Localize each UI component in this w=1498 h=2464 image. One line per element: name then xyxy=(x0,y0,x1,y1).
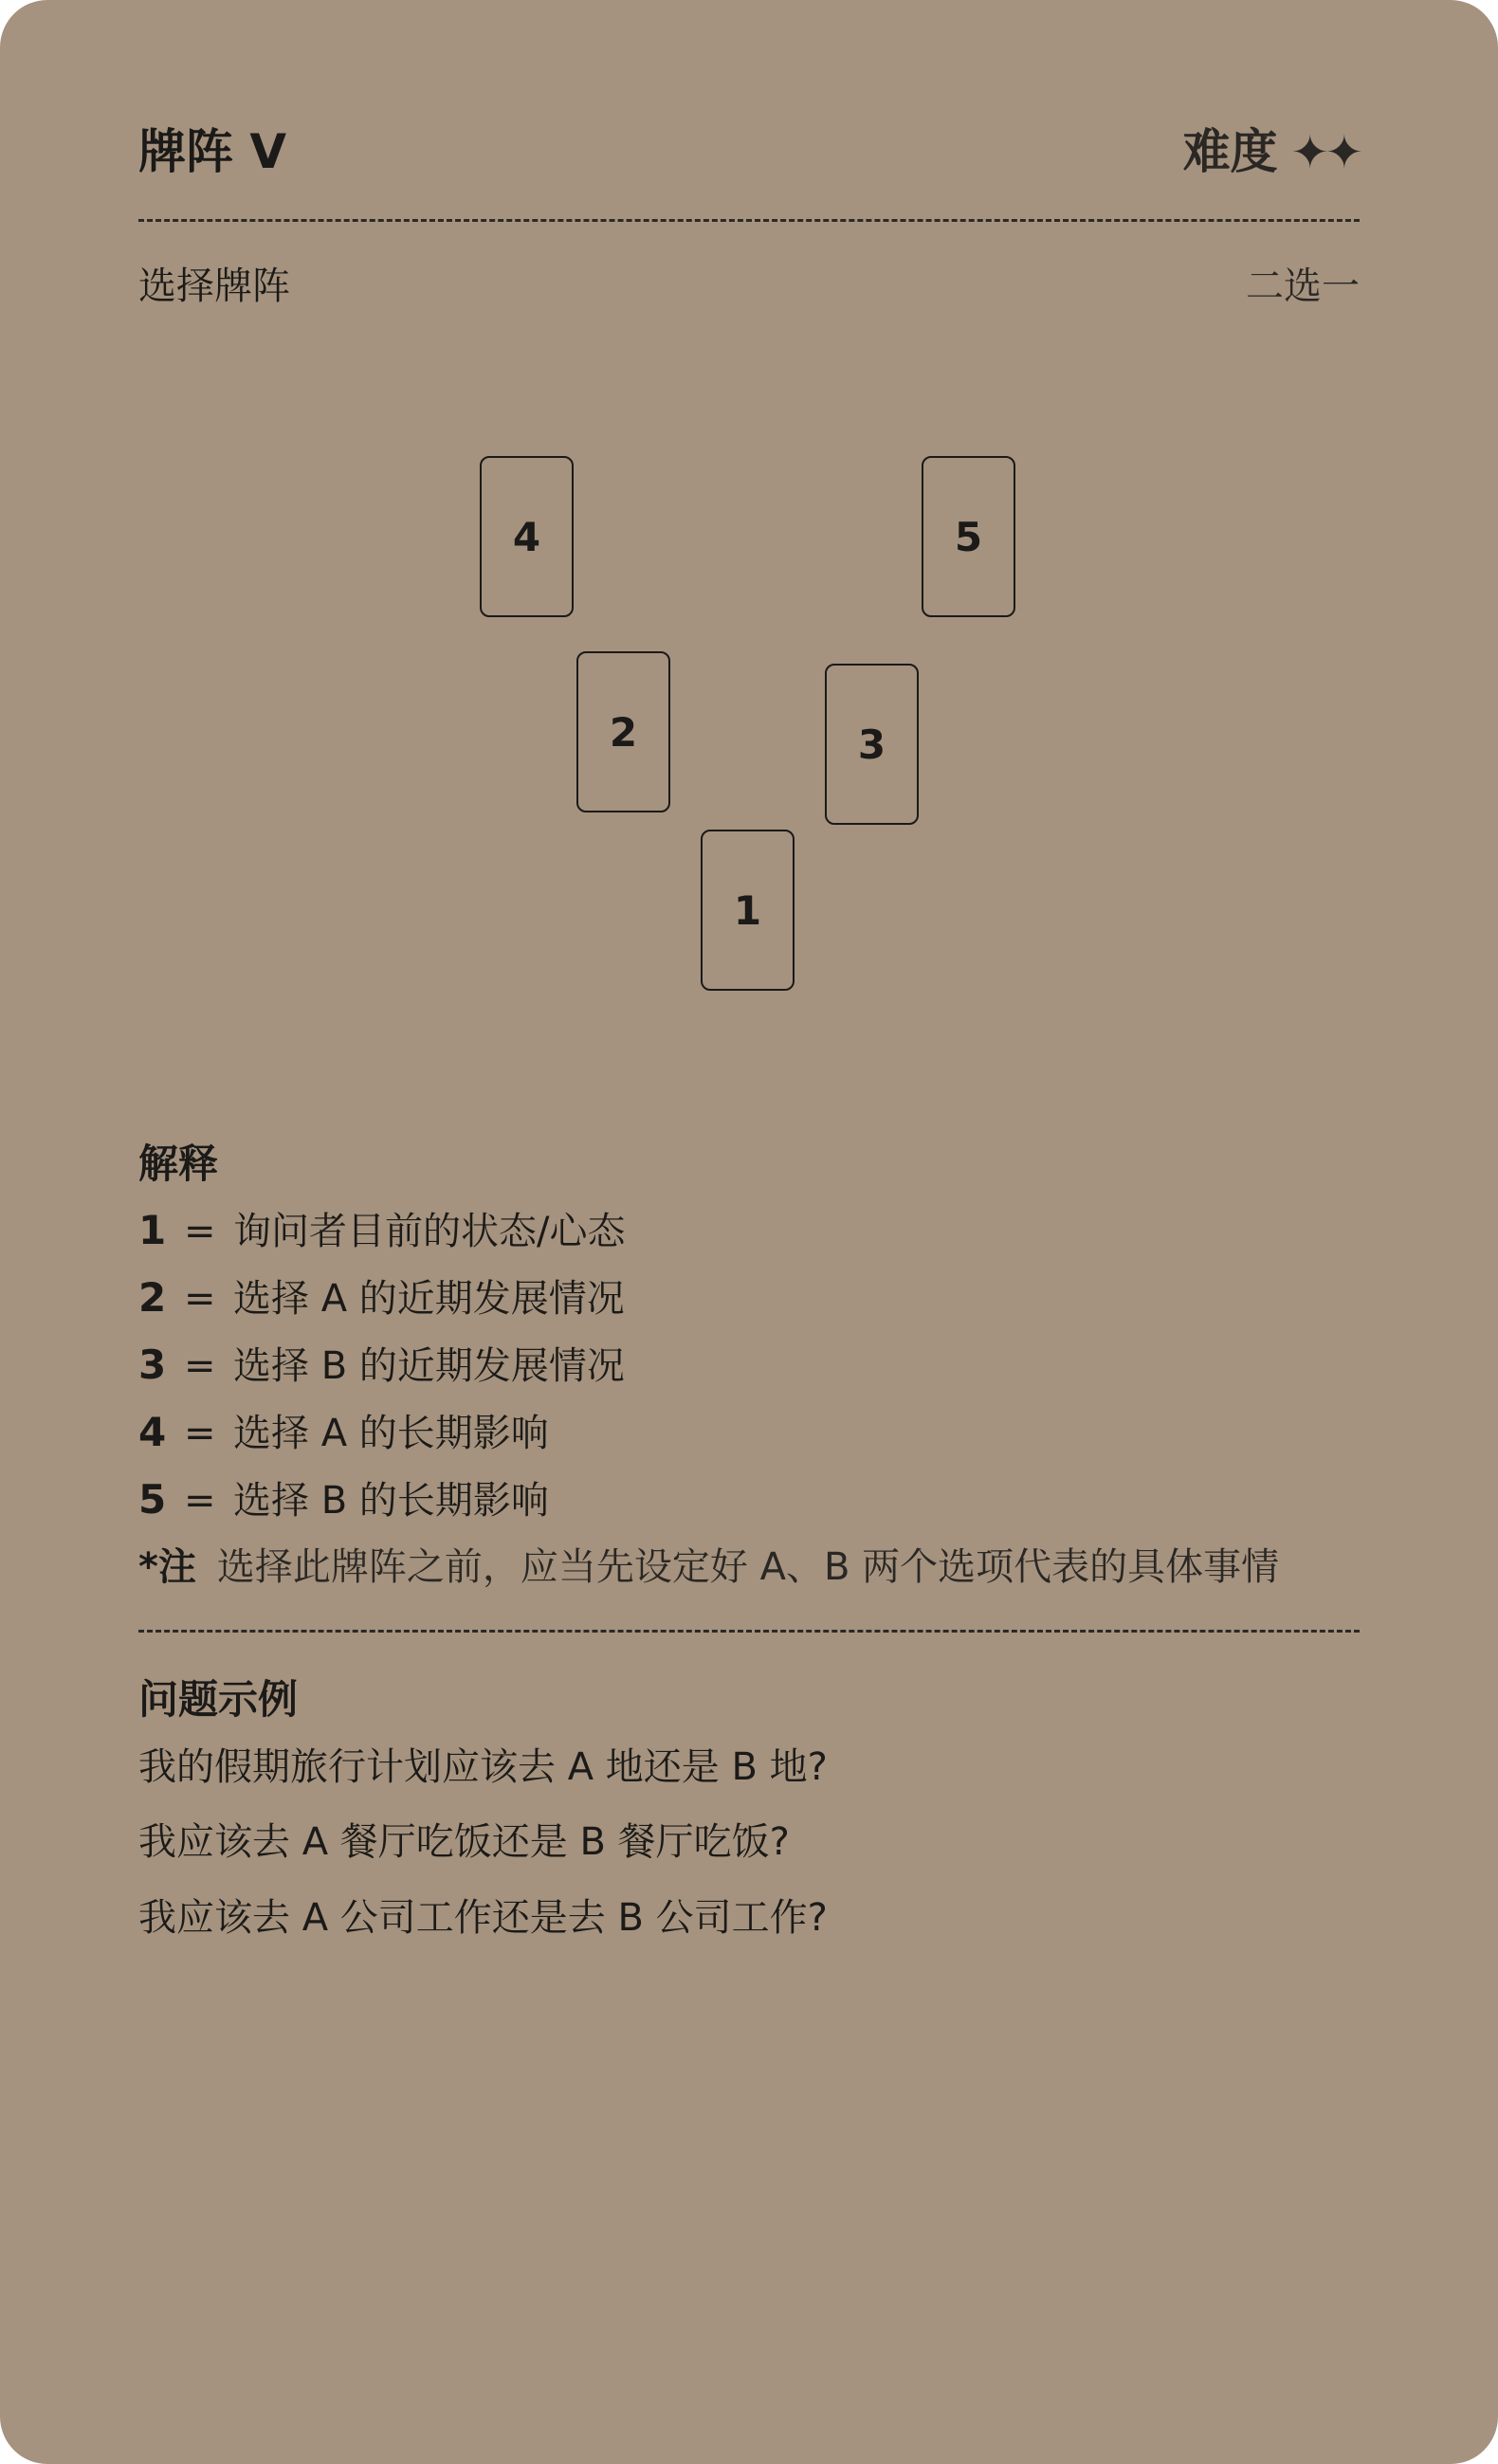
legend-item xyxy=(138,1471,549,1529)
explanation-title: 解释 xyxy=(138,1141,219,1187)
tarot-card-position-5: 5 xyxy=(922,456,1015,617)
header-divider xyxy=(138,219,1360,222)
legend-text: 询问者目前的状态/心态 xyxy=(233,1210,626,1253)
legend-number: 3 xyxy=(138,1342,167,1388)
legend-text: 选择 A 的近期发展情况 xyxy=(233,1277,625,1321)
legend-equals: = xyxy=(184,1412,216,1455)
example-question: 我的假期旅行计划应该去 A 地还是 B 地? xyxy=(138,1745,828,1789)
example-question: 我应该去 A 公司工作还是去 B 公司工作? xyxy=(138,1896,828,1940)
note xyxy=(138,1539,1279,1596)
tarot-card-position-1: 1 xyxy=(701,830,795,991)
legend-text: 选择 A 的长期影响 xyxy=(233,1412,549,1455)
selection-label: 选择牌阵 xyxy=(138,265,290,308)
legend-item xyxy=(138,1202,625,1260)
spread-title: 牌阵 V xyxy=(138,124,287,179)
legend-text: 选择 B 的长期影响 xyxy=(233,1479,549,1523)
legend-equals: = xyxy=(184,1277,216,1321)
legend-number: 2 xyxy=(138,1274,167,1321)
example-question: 我应该去 A 餐厅吃饭还是 B 餐厅吃饭? xyxy=(138,1820,790,1864)
tarot-card-position-3: 3 xyxy=(825,664,919,825)
legend-item xyxy=(138,1404,549,1462)
legend-item xyxy=(138,1337,625,1395)
legend-item xyxy=(138,1269,625,1327)
legend-equals: = xyxy=(184,1210,216,1253)
tarot-card-position-2: 2 xyxy=(576,651,670,812)
note-text: 选择此牌阵之前，应当先设定好 A、B 两个选项代表的具体事情 xyxy=(216,1545,1280,1589)
section-divider xyxy=(138,1630,1360,1633)
legend-number: 1 xyxy=(138,1207,167,1253)
legend-text: 选择 B 的近期发展情况 xyxy=(233,1344,625,1388)
examples-title: 问题示例 xyxy=(138,1676,299,1723)
difficulty-stars-icon: ✦✦ xyxy=(1290,126,1360,179)
legend-equals: = xyxy=(184,1479,216,1523)
legend-number: 4 xyxy=(138,1409,167,1455)
legend-equals: = xyxy=(184,1344,216,1388)
legend-number: 5 xyxy=(138,1476,167,1523)
difficulty-label: 难度 xyxy=(1182,124,1278,179)
selection-type: 二选一 xyxy=(1246,265,1360,308)
note-mark: *注 xyxy=(138,1545,196,1589)
difficulty-rating xyxy=(1183,119,1360,186)
tarot-card-position-4: 4 xyxy=(480,456,574,617)
